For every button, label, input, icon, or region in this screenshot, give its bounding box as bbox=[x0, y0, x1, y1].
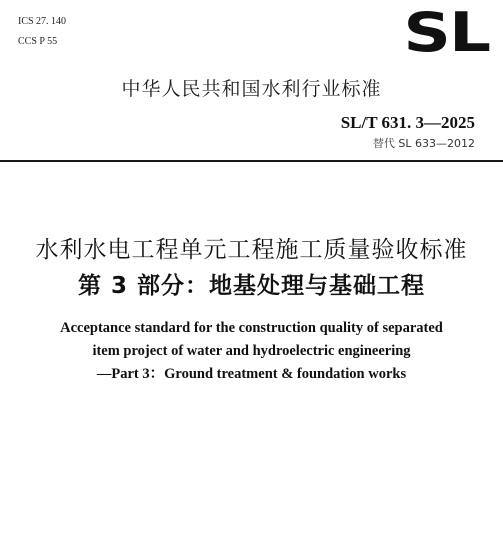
header-divider bbox=[0, 160, 503, 162]
chinese-title-line-2: 第 3 部分：地基处理与基础工程 bbox=[77, 273, 426, 299]
english-title bbox=[0, 317, 503, 386]
chinese-title-line-1: 水利水电工程单元工程施工质量验收标准 bbox=[35, 237, 468, 263]
english-title-line-2: item project of water and hydroelectric engineering bbox=[92, 343, 411, 359]
english-title-line-1: Acceptance standard for the construction quality of separated bbox=[60, 320, 443, 336]
standard-number: SL/T 631. 3—2025 bbox=[340, 113, 475, 132]
chinese-title bbox=[0, 232, 503, 304]
ccs-code: CCS P 55 bbox=[18, 36, 58, 47]
sl-logo: SL bbox=[403, 1, 489, 65]
ics-code: ICS 27. 140 bbox=[18, 16, 67, 27]
replaces-note: 替代 SL 633—2012 bbox=[372, 137, 475, 150]
english-title-line-3: —Part 3：Ground treatment & foundation works bbox=[96, 366, 407, 382]
classification-codes bbox=[18, 12, 66, 52]
issuer-title: 中华人民共和国水利行业标准 bbox=[121, 78, 382, 100]
